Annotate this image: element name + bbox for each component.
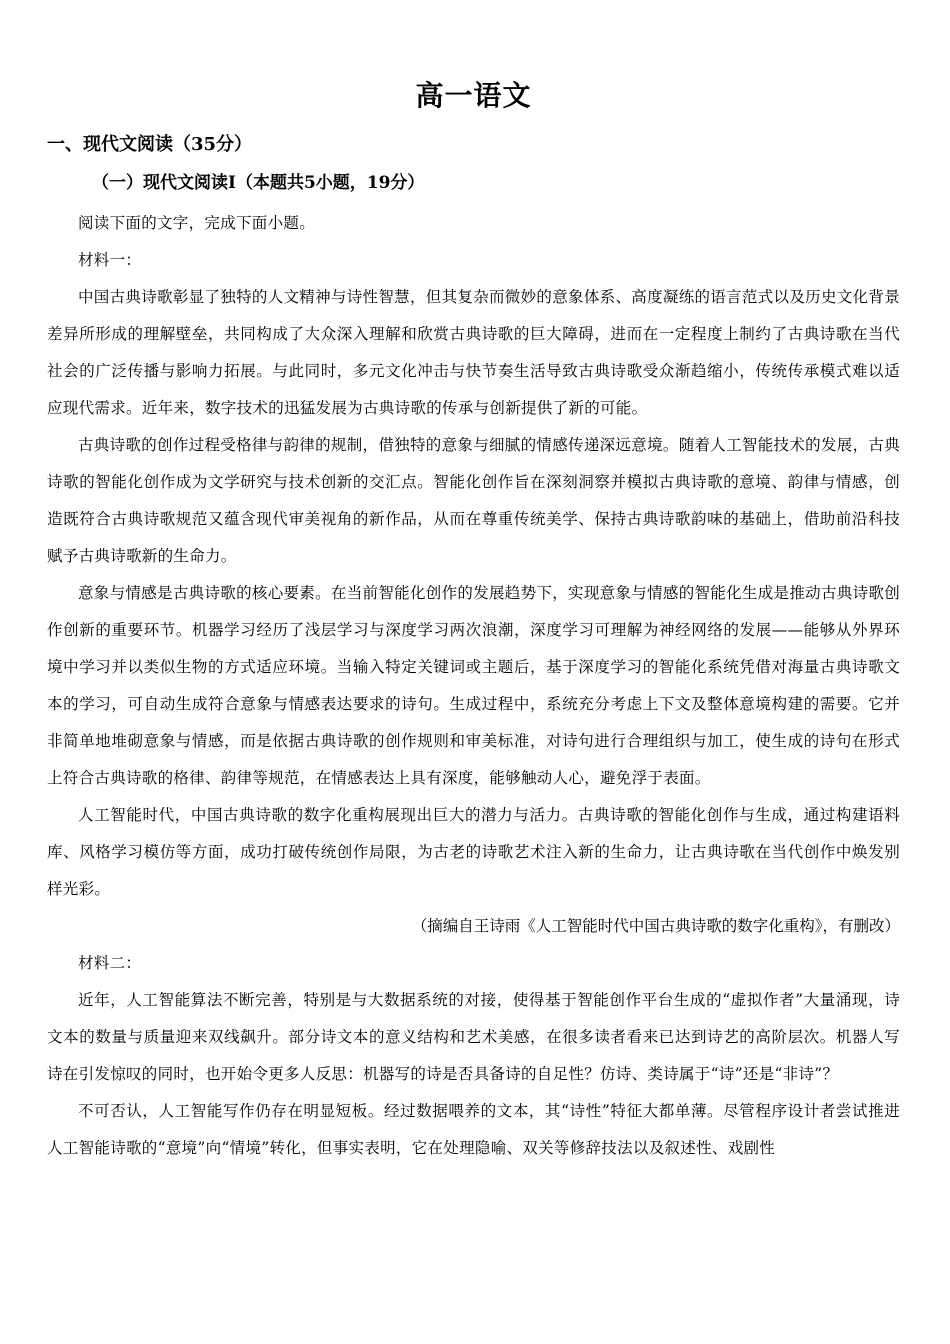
material2-paragraph: 不可否认，人工智能写作仍存在明显短板。经过数据喂养的文本，其“诗性”特征大都单薄。尽管程序设计者尝试推进人工智能诗歌的“意境”向“情境”转化，但事实表明，它在处理隐喻、双关等修辞技法以及叙述性、戏剧性 xyxy=(47,1102,900,1157)
instruction-text: 阅读下面的文字，完成下面小题。 xyxy=(78,214,316,232)
material1-paragraph: 中国古典诗歌彰显了独特的人文精神与诗性智慧，但其复杂而微妙的意象体系、高度凝练的语言范式以及历史文化背景差异所形成的理解壁垒，共同构成了大众深入理解和欣赏古典诗歌的巨大障碍，进而在一定程度上制约了古典诗歌在当代社会的广泛传播与影响力拓展。与此同时，多元文化冲击与快节奏生活导致古典诗歌受众渐趋缩小，传统传承模式难以适应现代需求。近年来，数字技术的迅猛发展为古典诗歌的传承与创新提供了新的可能。 xyxy=(47,288,900,417)
subsection-heading: （一）现代文阅读Ⅰ（本题共5小题，19分） xyxy=(92,173,425,193)
page-title: 高一语文 xyxy=(415,79,532,112)
material2-label: 材料二： xyxy=(78,954,142,972)
material1-paragraph: 人工智能时代，中国古典诗歌的数字化重构展现出巨大的潜力与活力。古典诗歌的智能化创作与生成，通过构建语料库、风格学习模仿等方面，成功打破传统创作局限，为古老的诗歌艺术注入新的生命力，让古典诗歌在当代创作中焕发别样光彩。 xyxy=(47,806,900,898)
material1-paragraph: 古典诗歌的创作过程受格律与韵律的规制，借独特的意象与细腻的情感传递深远意境。随着人工智能技术的发展，古典诗歌的智能化创作成为文学研究与技术创新的交汇点。智能化创作旨在深刻洞察并模拟古典诗歌的意境、韵律与情感，创造既符合古典诗歌规范又蕴含现代审美视角的新作品，从而在尊重传统美学、保持古典诗歌韵味的基础上，借助前沿科技赋予古典诗歌新的生命力。 xyxy=(47,436,900,565)
material2-paragraph: 近年，人工智能算法不断完善，特别是与大数据系统的对接，使得基于智能创作平台生成的“虚拟作者”大量涌现，诗文本的数量与质量迎来双线飙升。部分诗文本的意义结构和艺术美感，在很多读者看来已达到诗艺的高阶层次。机器人写诗在引发惊叹的同时，也开始令更多人反思：机器写的诗是否具备诗的自足性？仿诗、类诗属于“诗”还是“非诗”？ xyxy=(47,991,900,1083)
material1-source: （摘编自王诗雨《人工智能时代中国古典诗歌的数字化重构》，有删改） xyxy=(411,917,900,935)
material1-label: 材料一： xyxy=(78,251,142,269)
section-heading: 一、现代文阅读（35分） xyxy=(47,134,253,155)
material1-paragraph: 意象与情感是古典诗歌的核心要素。在当前智能化创作的发展趋势下，实现意象与情感的智能化生成是推动古典诗歌创作创新的重要环节。机器学习经历了浅层学习与深度学习两次浪潮，深度学习可理解为神经网络的发展——能够从外界环境中学习并以类似生物的方式适应环境。当输入特定关键词或主题后，基于深度学习的智能化系统凭借对海量古典诗歌文本的学习，可自动生成符合意象与情感表达要求的诗句。生成过程中，系统充分考虑上下文及整体意境构建的需要。它并非简单地堆砌意象与情感，而是依据古典诗歌的创作规则和审美标准，对诗句进行合理组织与加工，使生成的诗句在形式上符合古典诗歌的格律、韵律等规范，在情感表达上具有深度，能够触动人心，避免浮于表面。 xyxy=(47,584,900,787)
